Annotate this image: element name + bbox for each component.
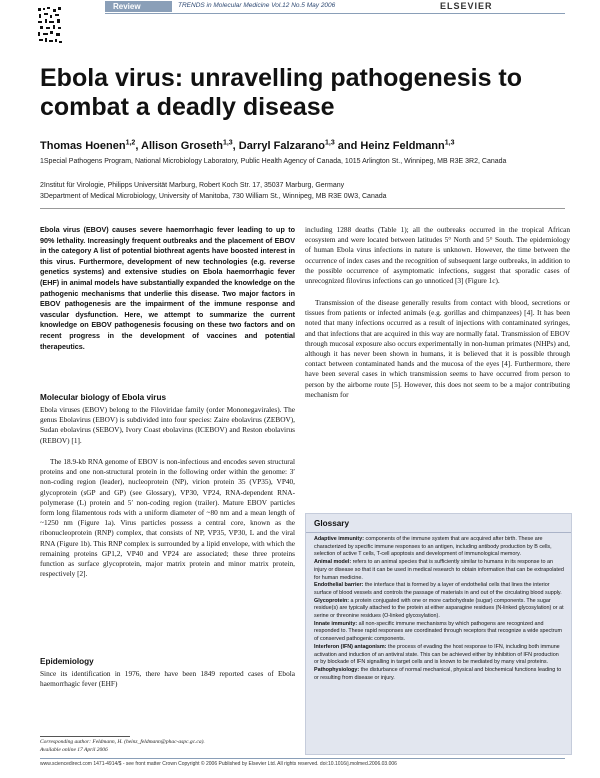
glossary-entry: Endothelial barrier: the interface that is formed by a layer of endothelial cells that lines the interior surface of blood vessels and controls the passage of materials in and out of the circulating blood supply.	[314, 582, 562, 596]
journal-info: TRENDS in Molecular Medicine Vol.12 No.5 May 2006	[178, 2, 336, 9]
footnote-rule	[40, 736, 130, 737]
glossary-rule	[306, 532, 571, 533]
qr-code-icon	[37, 6, 63, 46]
glossary-entry: Glycoprotein: a protein conjugated with one or more carbohydrate (sugar) components. The sugar residue(s) are typically attached to the protein at either asparagine residues (N-linked glycosylation) or at serine or threonine residues (O-linked glycosylation).	[314, 597, 564, 620]
glossary-box	[305, 513, 572, 755]
available-online: Available online 17 April 2006	[40, 747, 108, 753]
author-1: Thomas Hoenen$^{1,2}$,	[40, 139, 142, 152]
glossary-entry: Interferon (IFN) antagonism: the process of evading the host response to IFN, including both immune activation and induction of an antiviral state. This can be achieved either by inhibition of IFN production or by blockade of IFN signalling in target cells and is known to be mediated by many viral proteins.	[314, 643, 560, 666]
author-3: Darryl Falzarano$^{1,3}$ and	[238, 139, 361, 152]
article-title: Ebola virus: unravelling pathogenesis to combat a deadly disease	[40, 64, 523, 121]
page-header	[0, 0, 600, 14]
abstract: Ebola virus (EBOV) causes severe haemorrhagic fever leading to up to 90% lethality. Increasingly frequent outbreaks and the placement of EBOV in the category A list of potential biothreat agents have boosted interest in this virus. Furthermore, development of new technologies (e.g. reverse genetics systems) and extensive studies on Ebola haemorrhagic fever (EHF) in animal models have substantially expanded the knowledge on the pathogenic mechanisms that underlie this disease. Two major factors in EBOV pathogenesis are the impairment of the immune response and vascular dysfunction. Here, we attempt to summarize the current knowledge on EBOV pathogenesis focusing on these two factors and on recent progress in the development of vaccines and potential therapeutics.	[40, 225, 295, 351]
affiliation-1: 1Special Pathogens Program, National Microbiology Laboratory, Public Health Agency of Canada, 1015 Arlington St., Winnipeg, MB R3E 3R2, Canada	[40, 158, 507, 165]
affiliation-2: 2Institut für Virologie, Philipps Universität Marburg, Robert Koch Str. 17, 35037 Marburg, Germany	[40, 182, 345, 189]
paragraph: Since its identification in 1976, there have been 1849 reported cases of Ebola haemorrhagic fever (EHF)	[40, 669, 295, 689]
divider	[40, 208, 565, 209]
glossary-entry: Innate immunity: all non-specific immune mechanisms by which pathogens are recognized and responded to. These rapid responses are coordinated through receptors that recognize a wide spectrum of conserved pathogenic components.	[314, 620, 563, 643]
paragraph: The 18.9-kb RNA genome of EBOV is non-infectious and encodes seven structural proteins and one non-structural protein in the following order within the genome: 3′ non-coding region (leader), nucleoprotein (NP), virion protein 35 (VP35), VP40, glycoprotein (sGP and GP) (see Glossary), VP30, VP24, RNA-dependent RNA-polymerase (L) protein and 5′ non-coding region (trailer). Mature EBOV particles form long filamentous rods with a uniform diameter of ~80 nm and a mean length of ~1250 nm (Figure 1a). Virus particles possess a central core, known as the ribonucleoprotein (RNP) complex, that consists of NP, VP35, VP30, L and the viral RNA (Figure 1b). This RNP complex is surrounded by a lipid envelope, with which the remaining proteins GP1,2, VP40 and VP24 are associated; these three proteins function as surface glycoprotein, major matrix protein and minor matrix protein, respectively [2].	[40, 457, 295, 579]
author-4: Heinz Feldmann$^{1,3}$	[360, 139, 455, 152]
paragraph: Ebola viruses (EBOV) belong to the Filoviridae family (order Mononegavirales). The genus Ebolavirus (EBOV) is subdivided into four species: Zaire ebolavirus (ZEBOV), Sudan ebolavirus (SEBOV), Ivory Coast ebolavirus (ICEBOV) and Reston ebolavirus (REBOV) [1].	[40, 405, 295, 445]
glossary-entry: Pathophysiology: the disturbance of normal mechanical, physical and biochemical functions leading to or resulting from disease or injury.	[314, 666, 562, 681]
footer-rule	[40, 758, 565, 759]
footnote	[40, 738, 205, 754]
glossary-entry: Adaptive immunity: components of the immune system that are acquired after birth. These are characterized by specific immune responses to an antigen, including antibody production by B cells, selection of active T cells, T-cell apoptosis and development of immunological memory.	[314, 536, 552, 558]
page-footer: www.sciencedirect.com 1471-4914/$ - see front matter Crown Copyright © 2006 Published by Elsevier Ltd. All rights reserved. doi:10.1016/j.molmed.2006.03.006	[40, 761, 397, 767]
paragraph: Transmission of the disease generally results from contact with blood, secretions or tissues from patients or infected animals (e.g. gorillas and chimpanzees) [4]. It has been noted that many infections occurred as a result of injections with contaminated syringes, and that infections that are acquired in this way are normally fatal. Transmission of EBOV through mucosal exposure also occurs experimentally in non-human primates (NHPs) and, although it has never been shown in humans, it is believed that it is possible through contact between contaminated hands and the mucosa of the eyes [4]. Furthermore, there have been several cases in which transmission seems to have occurred from person to person by the airborne route [5]. However, this does not seem to be a major contributing mechanism for	[305, 298, 570, 399]
glossary-entry: Animal model: refers to an animal species that is sufficiently similar to humans in its response to an injury or disease so that it can be used in medical research to obtain information that can be extrapolated for human medicine.	[314, 559, 564, 581]
paragraph: including 1288 deaths (Table 1); all the outbreaks occurred in the tropical African ecosystem and were located between latitudes 5° North and 5° South. The epidemiology of human Ebola virus infections in nature is unknown. However, the time between the occurrence of index cases and the recognition of subsequent large outbreaks, in addition to the possible occurrence of asymptomatic infections, suggest that sporadic cases of unrecognized filovirus infections can go unnoticed [3] (Figure 1c).	[305, 225, 570, 286]
affiliation-3: 3Department of Medical Microbiology, University of Manitoba, 730 William St., Winnipeg, MB R3E 0W3, Canada	[40, 193, 387, 200]
author-2: Allison Groseth$^{1,3}$,	[141, 139, 239, 152]
section-heading-molecular-biology: Molecular biology of Ebola virus	[40, 393, 167, 402]
glossary-title: Glossary	[314, 519, 350, 528]
glossary-entries	[314, 536, 564, 682]
author-list	[40, 139, 580, 152]
section-label: Review	[113, 2, 141, 11]
header-rule	[105, 13, 565, 14]
publisher-logo: ELSEVIER	[440, 1, 493, 11]
corresponding-author: Corresponding author: Feldmann, H. (heinz_feldmann@phac-aspc.gc.ca).	[40, 739, 205, 745]
section-heading-epidemiology: Epidemiology	[40, 657, 94, 666]
